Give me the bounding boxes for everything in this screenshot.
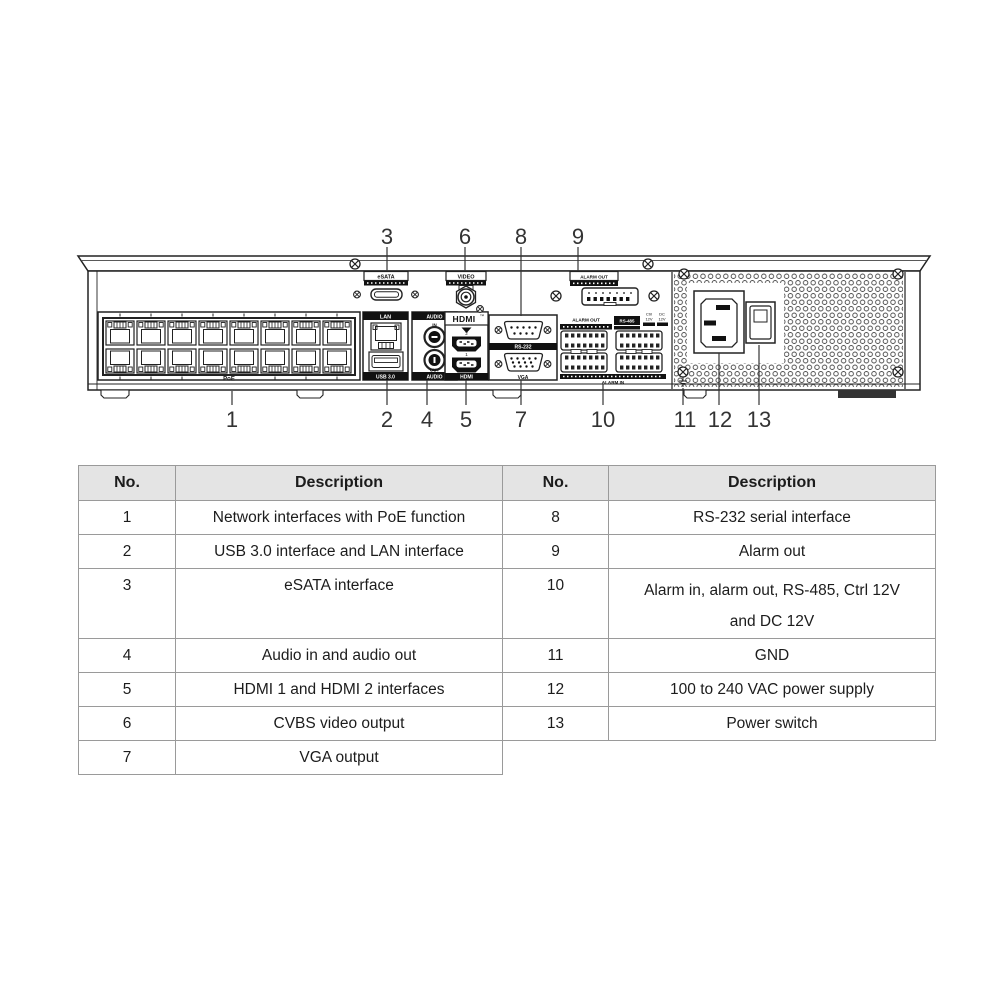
cell-no: 1 [79, 501, 176, 535]
cell-description: Network interfaces with PoE function [176, 501, 503, 535]
screw-icon [350, 259, 360, 269]
cell-no: 13 [503, 707, 609, 741]
cell-description: Power switch [609, 707, 936, 741]
ctrl-12v-label: Ctrl [645, 311, 653, 317]
description-line: Alarm in, alarm out, RS-485, Ctrl 12V [644, 582, 900, 599]
table-row [79, 501, 936, 535]
chassis-lid [78, 256, 930, 271]
table-header-row [79, 466, 936, 501]
lan-usb-module [363, 312, 408, 380]
audio-label: AUDIO [426, 314, 443, 321]
cell-description [609, 569, 936, 639]
hdmi-bottom-label: HDMI [460, 374, 473, 381]
power-section [672, 269, 905, 389]
rs232-connector [505, 322, 543, 340]
cell-no: 5 [79, 673, 176, 707]
screw-icon [643, 259, 653, 269]
cell-description: 100 to 240 VAC power supply [609, 673, 936, 707]
table-row [79, 673, 936, 707]
hdmi-port1-label: 1 [465, 352, 468, 357]
rs232-label: RS-232 [514, 344, 532, 351]
cell-no: 2 [79, 535, 176, 569]
header-desc-left: Description [176, 466, 503, 501]
cell-no: 4 [79, 639, 176, 673]
callout-12: 12 [707, 407, 733, 432]
callout-5: 5 [459, 407, 473, 432]
callout-8: 8 [514, 224, 528, 249]
cell-description: Alarm out [609, 535, 936, 569]
callout-3: 3 [380, 224, 394, 249]
power-switch [746, 302, 775, 343]
table-row [79, 707, 936, 741]
screw-icon [893, 269, 903, 279]
callout-11: 11 [673, 407, 697, 432]
cell-description: VGA output [176, 741, 503, 775]
cell-no: 12 [503, 673, 609, 707]
hdmi-logo: HDMI [452, 314, 476, 324]
callout-2: 2 [380, 407, 394, 432]
cell-empty [609, 741, 936, 775]
cell-no: 11 [503, 639, 609, 673]
dc-12v-label: DC [659, 311, 665, 317]
description-line: and DC 12V [729, 613, 815, 630]
ctrl-12v-label-2: 12V [645, 316, 653, 322]
cell-description: eSATA interface [176, 569, 503, 639]
chassis-foot [493, 390, 521, 398]
table-row [79, 569, 936, 639]
screw-icon [679, 269, 689, 279]
chassis-foot [684, 390, 706, 398]
audio-out-label: OUT [429, 367, 440, 373]
cell-no: 8 [503, 501, 609, 535]
callout-7: 7 [514, 407, 528, 432]
bnc-connector [457, 286, 476, 309]
rear-panel-diagram [0, 0, 1000, 450]
cell-no: 6 [79, 707, 176, 741]
callout-9: 9 [571, 224, 585, 249]
alarm-out-top-label: ALARM OUT [580, 274, 608, 280]
hdmi-tm: ™ [479, 313, 485, 319]
cell-description: USB 3.0 interface and LAN interface [176, 535, 503, 569]
cell-description: HDMI 1 and HDMI 2 interfaces [176, 673, 503, 707]
cell-empty [503, 741, 609, 775]
lan-label: LAN [379, 314, 392, 321]
alarm-out-terminal [582, 288, 638, 306]
callout-6: 6 [458, 224, 472, 249]
chassis-foot [838, 390, 896, 398]
cell-no: 10 [503, 569, 609, 639]
alarm-in-label: ALARM IN [601, 380, 625, 385]
hdmi-port-2 [452, 337, 481, 352]
audio-in-label: IN [432, 322, 437, 328]
gnd-screw-icon [678, 367, 688, 377]
table-row [79, 741, 936, 775]
cell-description: Audio in and audio out [176, 639, 503, 673]
callout-1: 1 [225, 407, 239, 432]
vga-label: VGA [517, 374, 529, 381]
chassis-foot [101, 390, 129, 398]
audio-bottom-label: AUDIO [426, 374, 443, 381]
table-row [79, 535, 936, 569]
interface-description-table [78, 465, 936, 775]
cell-description: RS-232 serial interface [609, 501, 936, 535]
header-desc-right: Description [609, 466, 936, 501]
callout-13: 13 [746, 407, 772, 432]
callout-10: 10 [590, 407, 616, 432]
cell-description: CVBS video output [176, 707, 503, 741]
cell-no: 3 [79, 569, 176, 639]
cell-description: GND [609, 639, 936, 673]
vga-connector [505, 354, 543, 372]
table-row [79, 639, 936, 673]
chassis-foot [297, 390, 323, 398]
header-no-left: No. [79, 466, 176, 501]
cell-no: 7 [79, 741, 176, 775]
dc-12v-label-2: 12V [658, 316, 666, 322]
poe-port-block [98, 312, 360, 383]
hdmi-port-1 [452, 358, 481, 373]
hdmi-module [445, 312, 488, 381]
audio-in-jack [425, 327, 445, 347]
usb3-label: USB 3.0 [376, 374, 395, 381]
rs232-vga-module [489, 315, 557, 381]
header-no-right: No. [503, 466, 609, 501]
poe-label: PoE [223, 376, 235, 383]
cell-no: 9 [503, 535, 609, 569]
ac-inlet [694, 291, 744, 353]
rs485-label: RS-485 [619, 318, 635, 324]
screw-icon [893, 367, 903, 377]
esata-port [371, 289, 402, 300]
alarm-out-label: ALARM OUT [572, 317, 600, 323]
video-label: VIDEO [457, 274, 475, 281]
esata-label: eSATA [377, 274, 395, 281]
callout-4: 4 [420, 407, 434, 432]
hdmi-port2-label: 2 [465, 331, 468, 336]
